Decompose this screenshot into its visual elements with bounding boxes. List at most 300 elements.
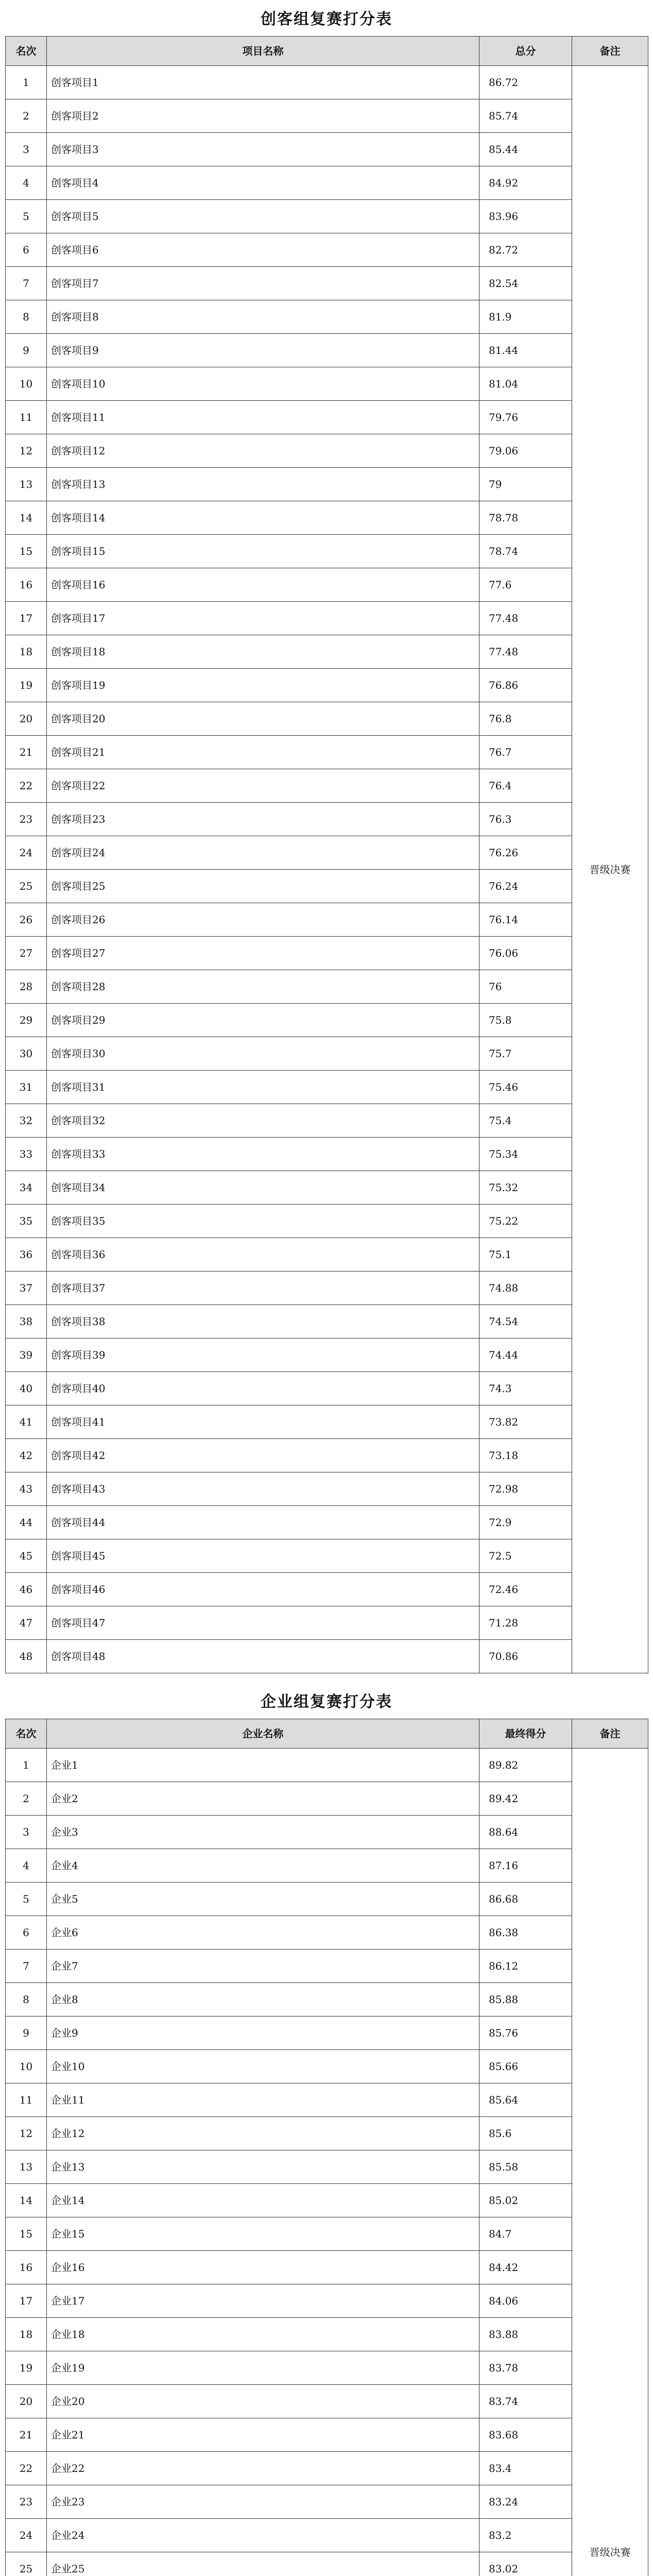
rank-cell: 6 [6, 233, 47, 267]
table-row [6, 1950, 648, 1983]
table-row [6, 1272, 648, 1305]
table-row [6, 2284, 648, 2318]
rank-cell: 17 [6, 2284, 47, 2318]
rank-cell: 24 [6, 2519, 47, 2552]
score-cell: 84.7 [479, 2217, 572, 2251]
score-cell: 77.6 [479, 568, 572, 602]
name-cell: 创客项目36 [47, 1238, 479, 1272]
rank-cell: 36 [6, 1238, 47, 1272]
table-row [6, 334, 648, 367]
rank-cell: 43 [6, 1472, 47, 1506]
rank-cell: 20 [6, 2385, 47, 2418]
name-cell: 创客项目15 [47, 535, 479, 568]
table-row [6, 267, 648, 300]
rank-cell: 6 [6, 1916, 47, 1950]
score-cell: 82.72 [479, 233, 572, 267]
name-cell: 创客项目32 [47, 1104, 479, 1138]
score-cell: 72.46 [479, 1573, 572, 1606]
name-cell: 创客项目38 [47, 1305, 479, 1338]
name-cell: 企业9 [47, 2016, 479, 2050]
rank-cell: 14 [6, 2184, 47, 2217]
name-cell: 创客项目30 [47, 1037, 479, 1071]
score-cell: 75.46 [479, 1071, 572, 1104]
table-row [6, 702, 648, 736]
rank-cell: 24 [6, 836, 47, 870]
table-row [6, 1640, 648, 1673]
table-row [6, 1849, 648, 1883]
rank-cell: 15 [6, 2217, 47, 2251]
rank-cell: 27 [6, 937, 47, 970]
table-row [6, 1983, 648, 2016]
score-cell: 89.82 [479, 1749, 572, 1782]
name-cell: 创客项目5 [47, 200, 479, 233]
section-1-header-row [6, 37, 648, 66]
table-row [6, 1205, 648, 1238]
table-row [6, 669, 648, 702]
section-2-title: 企业组复赛打分表 [261, 1693, 392, 1711]
table-row [6, 1506, 648, 1539]
rank-cell: 21 [6, 2418, 47, 2452]
rank-cell: 22 [6, 769, 47, 803]
table-row [6, 2318, 648, 2351]
score-cell: 76.06 [479, 937, 572, 970]
rank-cell: 10 [6, 367, 47, 401]
table-row [6, 2050, 648, 2083]
score-sheet [5, 0, 648, 2576]
score-cell: 85.58 [479, 2150, 572, 2184]
name-cell: 企业14 [47, 2184, 479, 2217]
score-cell: 79.06 [479, 434, 572, 468]
name-cell: 企业12 [47, 2117, 479, 2150]
name-cell: 企业3 [47, 1816, 479, 1849]
score-cell: 78.78 [479, 501, 572, 535]
rank-cell: 20 [6, 702, 47, 736]
name-cell: 创客项目26 [47, 903, 479, 937]
table-row [6, 1439, 648, 1472]
rank-cell: 45 [6, 1539, 47, 1573]
table-row [6, 602, 648, 635]
section-1-rows [6, 66, 648, 1673]
table-row [6, 200, 648, 233]
rank-cell: 4 [6, 166, 47, 200]
name-cell: 创客项目6 [47, 233, 479, 267]
rank-cell: 30 [6, 1037, 47, 1071]
score-cell: 76 [479, 970, 572, 1004]
note-cell: 晋级决赛 [572, 66, 648, 1673]
table-row [6, 2485, 648, 2519]
table-row [6, 501, 648, 535]
rank-cell: 9 [6, 334, 47, 367]
score-cell: 75.34 [479, 1138, 572, 1171]
name-cell: 创客项目12 [47, 434, 479, 468]
score-cell: 86.12 [479, 1950, 572, 1983]
score-cell: 72.9 [479, 1506, 572, 1539]
rank-cell: 4 [6, 1849, 47, 1883]
table-row [6, 1883, 648, 1916]
rank-cell: 23 [6, 803, 47, 836]
name-cell: 企业16 [47, 2251, 479, 2284]
name-cell: 企业18 [47, 2318, 479, 2351]
name-cell: 创客项目16 [47, 568, 479, 602]
rank-cell: 22 [6, 2452, 47, 2485]
rank-cell: 7 [6, 1950, 47, 1983]
table-row [6, 1606, 648, 1640]
rank-cell: 13 [6, 2150, 47, 2184]
name-cell: 创客项目48 [47, 1640, 479, 1673]
header-score: 最终得分 [479, 1719, 572, 1749]
score-cell: 75.7 [479, 1037, 572, 1071]
name-cell: 企业5 [47, 1883, 479, 1916]
name-cell: 创客项目34 [47, 1171, 479, 1205]
table-row [6, 803, 648, 836]
score-cell: 83.2 [479, 2519, 572, 2552]
table-row [6, 1916, 648, 1950]
name-cell: 创客项目29 [47, 1004, 479, 1037]
score-cell: 85.6 [479, 2117, 572, 2150]
score-cell: 85.02 [479, 2184, 572, 2217]
table-row [6, 66, 648, 99]
score-cell: 86.38 [479, 1916, 572, 1950]
header-score: 总分 [479, 37, 572, 66]
score-cell: 79.76 [479, 401, 572, 434]
score-cell: 77.48 [479, 602, 572, 635]
rank-cell: 32 [6, 1104, 47, 1138]
rank-cell: 41 [6, 1405, 47, 1439]
rank-cell: 25 [6, 870, 47, 903]
rank-cell: 1 [6, 66, 47, 99]
note-cell: 晋级决赛 [572, 1749, 648, 2576]
score-cell: 74.3 [479, 1372, 572, 1405]
table-row [6, 2251, 648, 2284]
table-row [6, 1816, 648, 1849]
name-cell: 创客项目40 [47, 1372, 479, 1405]
score-cell: 83.68 [479, 2418, 572, 2452]
score-cell: 85.64 [479, 2083, 572, 2117]
name-cell: 创客项目13 [47, 468, 479, 501]
name-cell: 企业1 [47, 1749, 479, 1782]
table-row [6, 1338, 648, 1372]
rank-cell: 9 [6, 2016, 47, 2050]
rank-cell: 28 [6, 970, 47, 1004]
rank-cell: 17 [6, 602, 47, 635]
table-row [6, 401, 648, 434]
table-row [6, 1782, 648, 1816]
section-2-table [5, 1719, 648, 2576]
table-row [6, 2083, 648, 2117]
rank-cell: 18 [6, 2318, 47, 2351]
name-cell: 创客项目33 [47, 1138, 479, 1171]
score-cell: 75.8 [479, 1004, 572, 1037]
rank-cell: 12 [6, 2117, 47, 2150]
name-cell: 创客项目7 [47, 267, 479, 300]
rank-cell: 15 [6, 535, 47, 568]
table-row [6, 1004, 648, 1037]
name-cell: 创客项目1 [47, 66, 479, 99]
table-row [6, 133, 648, 166]
name-cell: 创客项目41 [47, 1405, 479, 1439]
header-note: 备注 [572, 1719, 648, 1749]
rank-cell: 42 [6, 1439, 47, 1472]
rank-cell: 31 [6, 1071, 47, 1104]
name-cell: 创客项目22 [47, 769, 479, 803]
score-cell: 87.16 [479, 1849, 572, 1883]
name-cell: 创客项目19 [47, 669, 479, 702]
score-cell: 84.42 [479, 2251, 572, 2284]
header-rank: 名次 [6, 1719, 47, 1749]
table-row [6, 1305, 648, 1338]
rank-cell: 13 [6, 468, 47, 501]
score-cell: 75.1 [479, 1238, 572, 1272]
table-row [6, 2418, 648, 2452]
score-cell: 83.4 [479, 2452, 572, 2485]
score-cell: 78.74 [479, 535, 572, 568]
score-cell: 82.54 [479, 267, 572, 300]
name-cell: 创客项目14 [47, 501, 479, 535]
table-row [6, 635, 648, 669]
score-cell: 73.82 [479, 1405, 572, 1439]
score-cell: 74.88 [479, 1272, 572, 1305]
name-cell: 企业6 [47, 1916, 479, 1950]
table-row [6, 2150, 648, 2184]
table-row [6, 1472, 648, 1506]
score-cell: 88.64 [479, 1816, 572, 1849]
table-row [6, 1037, 648, 1071]
rank-cell: 3 [6, 133, 47, 166]
table-row [6, 2519, 648, 2552]
name-cell: 企业17 [47, 2284, 479, 2318]
score-cell: 76.24 [479, 870, 572, 903]
name-cell: 企业2 [47, 1782, 479, 1816]
name-cell: 创客项目17 [47, 602, 479, 635]
score-cell: 75.4 [479, 1104, 572, 1138]
rank-cell: 25 [6, 2552, 47, 2576]
table-row [6, 903, 648, 937]
rank-cell: 8 [6, 1983, 47, 2016]
score-cell: 85.44 [479, 133, 572, 166]
header-name: 项目名称 [47, 37, 479, 66]
table-row [6, 2184, 648, 2217]
rank-cell: 1 [6, 1749, 47, 1782]
rank-cell: 26 [6, 903, 47, 937]
rank-cell: 38 [6, 1305, 47, 1338]
name-cell: 创客项目46 [47, 1573, 479, 1606]
score-cell: 83.96 [479, 200, 572, 233]
name-cell: 创客项目20 [47, 702, 479, 736]
score-cell: 73.18 [479, 1439, 572, 1472]
rank-cell: 12 [6, 434, 47, 468]
score-cell: 83.24 [479, 2485, 572, 2519]
name-cell: 企业20 [47, 2385, 479, 2418]
name-cell: 企业8 [47, 1983, 479, 2016]
name-cell: 企业4 [47, 1849, 479, 1883]
score-cell: 81.9 [479, 300, 572, 334]
name-cell: 创客项目18 [47, 635, 479, 669]
rank-cell: 7 [6, 267, 47, 300]
name-cell: 企业23 [47, 2485, 479, 2519]
score-cell: 70.86 [479, 1640, 572, 1673]
table-row [6, 2385, 648, 2418]
rank-cell: 21 [6, 736, 47, 769]
score-cell: 85.74 [479, 99, 572, 133]
table-row [6, 1539, 648, 1573]
score-cell: 71.28 [479, 1606, 572, 1640]
table-row [6, 1749, 648, 1782]
section-1-title: 创客组复赛打分表 [261, 10, 392, 28]
name-cell: 企业19 [47, 2351, 479, 2385]
table-row [6, 2452, 648, 2485]
rank-cell: 2 [6, 99, 47, 133]
rank-cell: 8 [6, 300, 47, 334]
score-cell: 76.8 [479, 702, 572, 736]
section-2-header-row [6, 1719, 648, 1749]
score-cell: 89.42 [479, 1782, 572, 1816]
score-cell: 79 [479, 468, 572, 501]
name-cell: 创客项目31 [47, 1071, 479, 1104]
name-cell: 企业21 [47, 2418, 479, 2452]
name-cell: 企业10 [47, 2050, 479, 2083]
section-2-rows [6, 1749, 648, 2576]
rank-cell: 34 [6, 1171, 47, 1205]
header-rank: 名次 [6, 37, 47, 66]
score-cell: 76.86 [479, 669, 572, 702]
table-row [6, 434, 648, 468]
score-cell: 76.14 [479, 903, 572, 937]
score-cell: 74.54 [479, 1305, 572, 1338]
score-cell: 81.04 [479, 367, 572, 401]
score-cell: 83.88 [479, 2318, 572, 2351]
score-cell: 76.26 [479, 836, 572, 870]
name-cell: 创客项目23 [47, 803, 479, 836]
table-row [6, 99, 648, 133]
rank-cell: 11 [6, 2083, 47, 2117]
rank-cell: 5 [6, 1883, 47, 1916]
score-cell: 81.44 [479, 334, 572, 367]
score-cell: 72.5 [479, 1539, 572, 1573]
table-row [6, 870, 648, 903]
table-row [6, 1138, 648, 1171]
name-cell: 企业13 [47, 2150, 479, 2184]
rank-cell: 29 [6, 1004, 47, 1037]
name-cell: 创客项目8 [47, 300, 479, 334]
name-cell: 创客项目25 [47, 870, 479, 903]
rank-cell: 2 [6, 1782, 47, 1816]
rank-cell: 35 [6, 1205, 47, 1238]
rank-cell: 16 [6, 568, 47, 602]
table-row [6, 1238, 648, 1272]
table-row [6, 1104, 648, 1138]
name-cell: 创客项目21 [47, 736, 479, 769]
table-row [6, 568, 648, 602]
table-row [6, 2351, 648, 2385]
rank-cell: 19 [6, 669, 47, 702]
rank-cell: 44 [6, 1506, 47, 1539]
table-row [6, 468, 648, 501]
rank-cell: 33 [6, 1138, 47, 1171]
score-cell: 83.02 [479, 2552, 572, 2576]
score-cell: 83.74 [479, 2385, 572, 2418]
name-cell: 企业15 [47, 2217, 479, 2251]
table-row [6, 166, 648, 200]
name-cell: 企业25 [47, 2552, 479, 2576]
rank-cell: 19 [6, 2351, 47, 2385]
rank-cell: 40 [6, 1372, 47, 1405]
score-cell: 76.7 [479, 736, 572, 769]
score-cell: 86.68 [479, 1883, 572, 1916]
score-cell: 75.32 [479, 1171, 572, 1205]
name-cell: 企业11 [47, 2083, 479, 2117]
rank-cell: 10 [6, 2050, 47, 2083]
table-row [6, 1372, 648, 1405]
table-row [6, 367, 648, 401]
rank-cell: 18 [6, 635, 47, 669]
table-row [6, 1071, 648, 1104]
name-cell: 创客项目37 [47, 1272, 479, 1305]
rank-cell: 11 [6, 401, 47, 434]
table-row [6, 233, 648, 267]
header-name: 企业名称 [47, 1719, 479, 1749]
name-cell: 创客项目47 [47, 1606, 479, 1640]
score-cell: 72.98 [479, 1472, 572, 1506]
table-row [6, 1573, 648, 1606]
table-row [6, 937, 648, 970]
rank-cell: 46 [6, 1573, 47, 1606]
score-cell: 74.44 [479, 1338, 572, 1372]
table-row [6, 736, 648, 769]
name-cell: 创客项目24 [47, 836, 479, 870]
name-cell: 创客项目44 [47, 1506, 479, 1539]
name-cell: 创客项目4 [47, 166, 479, 200]
table-row [6, 1405, 648, 1439]
score-cell: 84.92 [479, 166, 572, 200]
table-row [6, 2552, 648, 2576]
table-row [6, 2217, 648, 2251]
score-cell: 76.4 [479, 769, 572, 803]
rank-cell: 48 [6, 1640, 47, 1673]
rank-cell: 39 [6, 1338, 47, 1372]
name-cell: 企业22 [47, 2452, 479, 2485]
name-cell: 企业7 [47, 1950, 479, 1983]
table-row [6, 300, 648, 334]
name-cell: 创客项目35 [47, 1205, 479, 1238]
rank-cell: 5 [6, 200, 47, 233]
name-cell: 创客项目3 [47, 133, 479, 166]
rank-cell: 47 [6, 1606, 47, 1640]
table-row [6, 1171, 648, 1205]
section-gap [5, 1673, 648, 1683]
score-cell: 86.72 [479, 66, 572, 99]
section-1-table [5, 36, 648, 1673]
name-cell: 创客项目2 [47, 99, 479, 133]
name-cell: 创客项目39 [47, 1338, 479, 1372]
score-cell: 84.06 [479, 2284, 572, 2318]
score-cell: 76.3 [479, 803, 572, 836]
rank-cell: 3 [6, 1816, 47, 1849]
name-cell: 创客项目9 [47, 334, 479, 367]
score-cell: 85.88 [479, 1983, 572, 2016]
header-note: 备注 [572, 37, 648, 66]
score-cell: 75.22 [479, 1205, 572, 1238]
score-cell: 85.66 [479, 2050, 572, 2083]
name-cell: 创客项目11 [47, 401, 479, 434]
score-cell: 85.76 [479, 2016, 572, 2050]
name-cell: 创客项目42 [47, 1439, 479, 1472]
name-cell: 创客项目45 [47, 1539, 479, 1573]
name-cell: 创客项目10 [47, 367, 479, 401]
table-row [6, 2016, 648, 2050]
score-cell: 83.78 [479, 2351, 572, 2385]
table-row [6, 836, 648, 870]
name-cell: 创客项目43 [47, 1472, 479, 1506]
